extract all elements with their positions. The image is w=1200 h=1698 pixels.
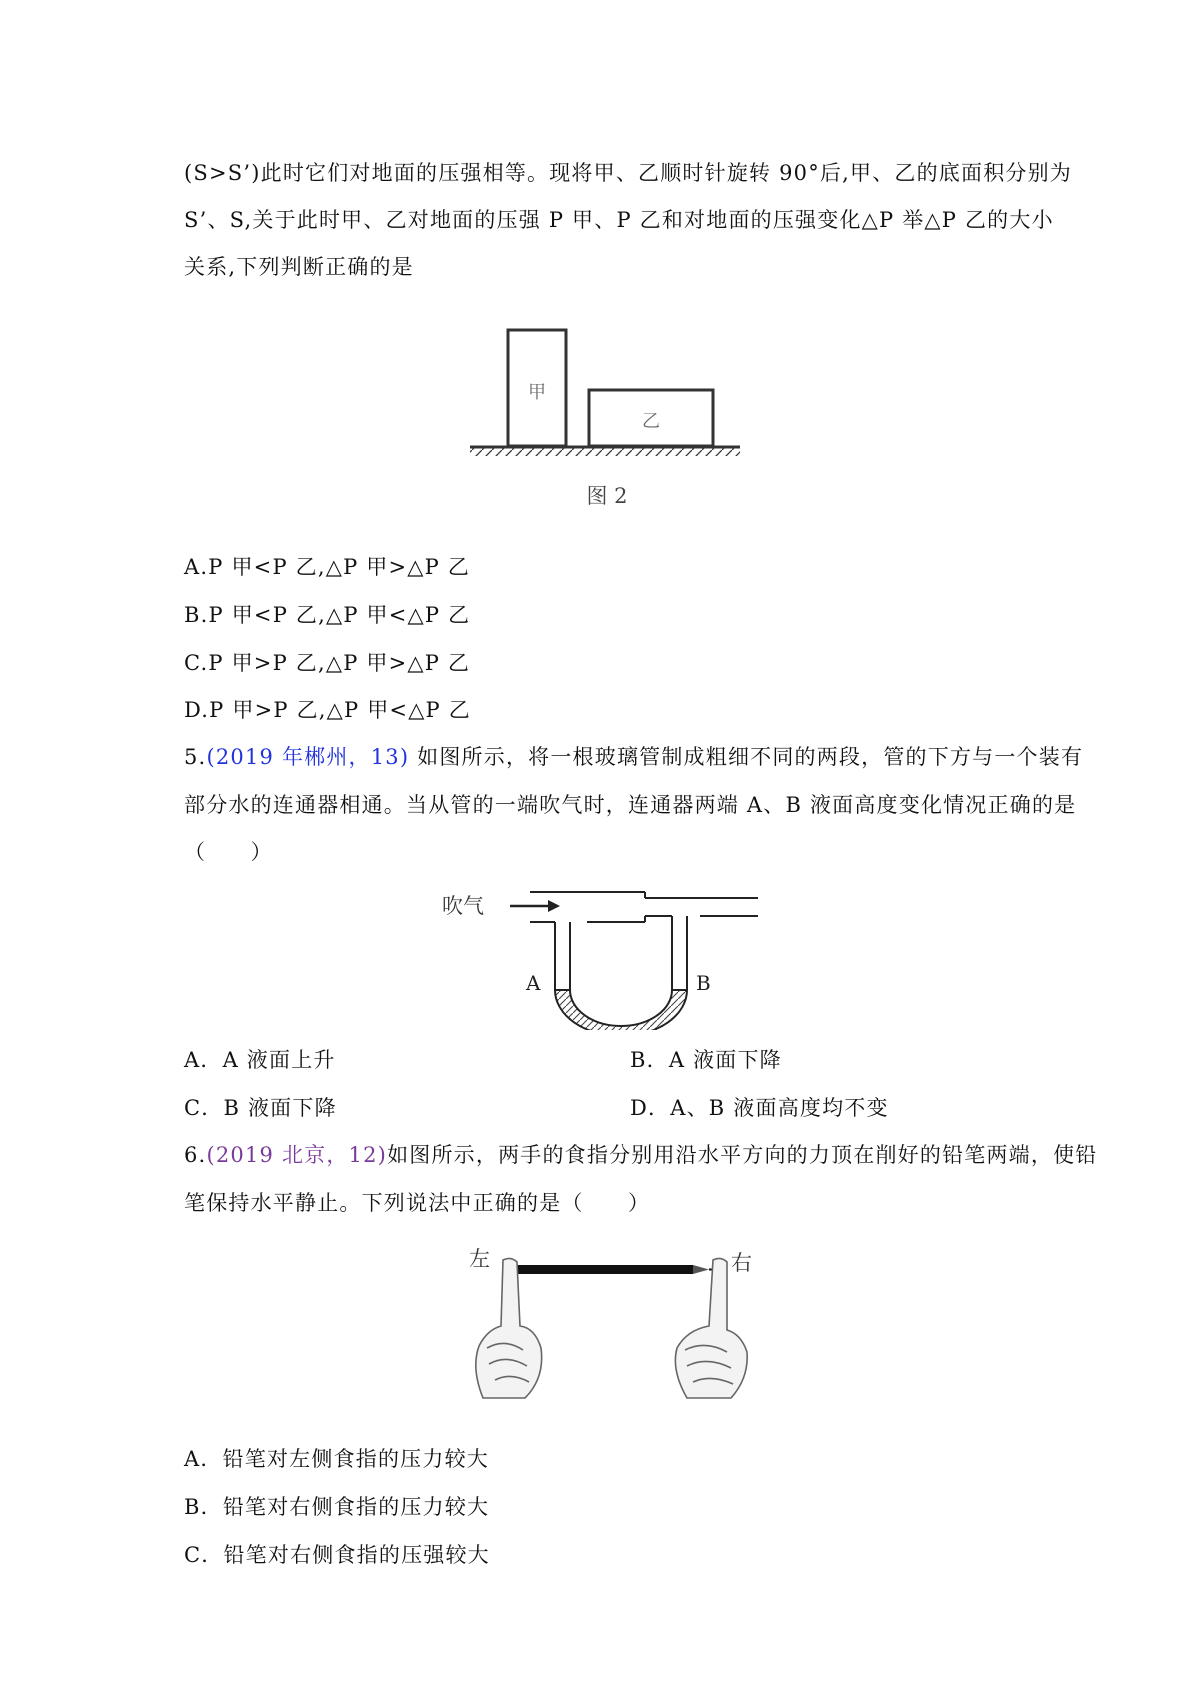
- q5-stem-text: 如图所示，将一根玻璃管制成粗细不同的两段，管的下方与一个装有: [417, 745, 1084, 769]
- blow-arrow: [510, 900, 560, 912]
- pencil-body: [517, 1265, 693, 1274]
- q6-option-c: C．铅笔对右侧食指的压强较大: [184, 1543, 490, 1567]
- q5-option-a: A．A 液面上升: [184, 1048, 336, 1072]
- blow-label: 吹气: [442, 894, 484, 918]
- q6-figure-pencil: [465, 1238, 765, 1408]
- q4-stem-line-3: 关系,下列判断正确的是: [184, 255, 414, 279]
- q4-stem-line-2: S’、S,关于此时甲、乙对地面的压强 P 甲、P 乙和对地面的压强变化△P 举△P 乙的大小: [184, 208, 1054, 232]
- q6-number: 6.: [184, 1143, 207, 1167]
- q4-option-b: B.P 甲<P 乙,△P 甲<△P 乙: [184, 603, 471, 627]
- q6-option-b: B．铅笔对右侧食指的压力较大: [184, 1495, 490, 1519]
- q4-option-c: C.P 甲>P 乙,△P 甲>△P 乙: [184, 651, 471, 675]
- q5-figure-tube: [440, 880, 770, 1030]
- water-fill: [555, 990, 687, 1030]
- q4-stem-line-1: (S>S’)此时它们对地面的压强相等。现将甲、乙顺时针旋转 90°后,甲、乙的底面积分别为: [184, 161, 1072, 185]
- q5-answer-blank: （ ）: [184, 840, 273, 864]
- q4-figure-blocks: [462, 320, 752, 520]
- q6-stem-line-2: 笔保持水平静止。下列说法中正确的是（ ）: [184, 1191, 651, 1215]
- q5-number: 5.: [184, 745, 207, 769]
- q5-option-b: B．A 液面下降: [630, 1048, 782, 1072]
- q4-option-d: D.P 甲>P 乙,△P 甲<△P 乙: [184, 698, 471, 722]
- left-label: 左: [469, 1247, 490, 1271]
- label-b: B: [696, 971, 711, 995]
- label-a: A: [526, 971, 541, 995]
- q6-stem-line-1: [184, 1140, 1097, 1170]
- q5-stem-line-1: [184, 742, 1083, 772]
- ground-hatch: [470, 448, 740, 456]
- q6-citation: (2019 北京，12): [206, 1143, 388, 1167]
- q5-option-d: D．A、B 液面高度均不变: [630, 1096, 889, 1120]
- right-label: 右: [731, 1251, 752, 1275]
- block-yi-label: 乙: [642, 411, 660, 432]
- q6-stem-text: 如图所示，两手的食指分别用沿水平方向的力顶在削好的铅笔两端，使铅: [387, 1143, 1098, 1167]
- left-hand: [476, 1258, 542, 1398]
- q4-option-a: A.P 甲<P 乙,△P 甲>△P 乙: [184, 555, 471, 579]
- pencil-tip: [693, 1265, 709, 1274]
- q5-option-c: C．B 液面下降: [184, 1096, 337, 1120]
- q6-option-a: A．铅笔对左侧食指的压力较大: [184, 1447, 489, 1471]
- block-jia-label: 甲: [528, 382, 546, 403]
- q5-citation: (2019 年郴州，13): [206, 745, 410, 769]
- q5-stem-line-2: 部分水的连通器相通。当从管的一端吹气时，连通器两端 A、B 液面高度变化情况正确的是: [184, 793, 1077, 817]
- figure-caption: 图 2: [586, 484, 628, 508]
- right-hand: [675, 1258, 747, 1398]
